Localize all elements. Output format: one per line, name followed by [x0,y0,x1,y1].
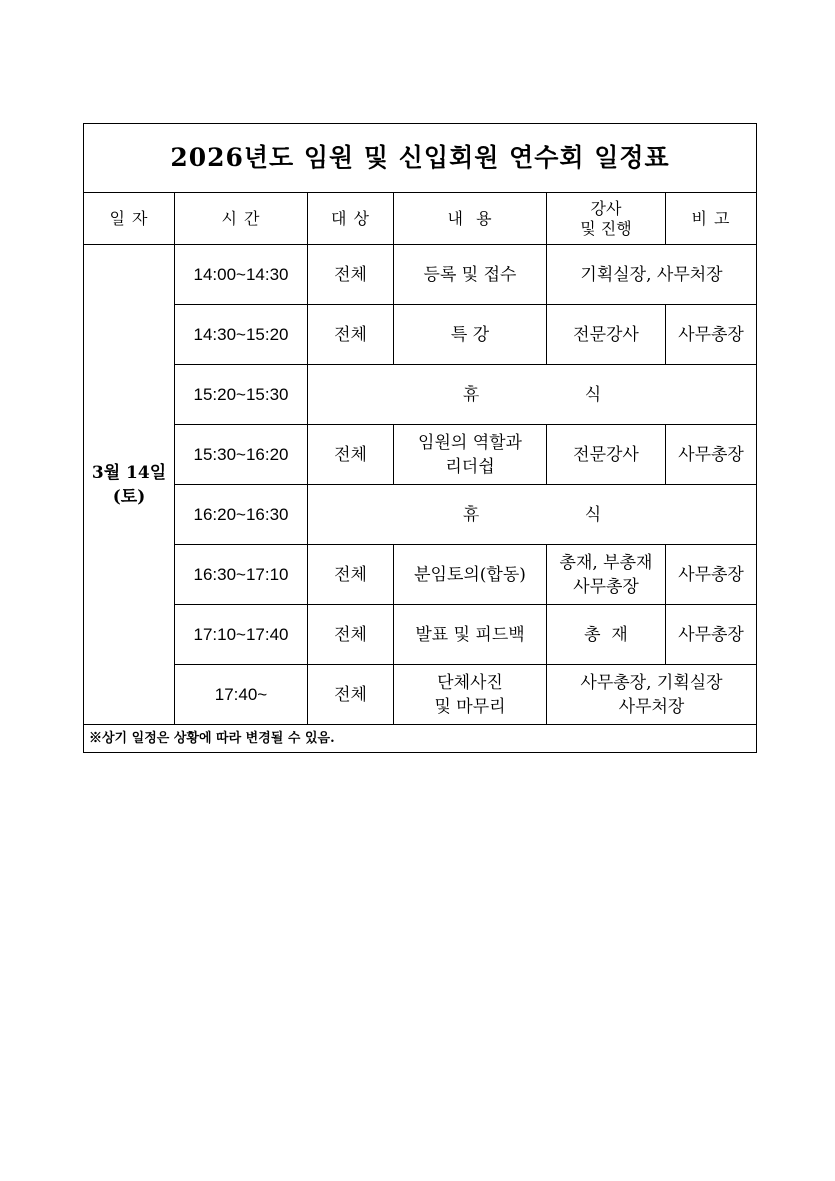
header-date: 일 자 [84,193,175,245]
target-cell: 전체 [308,245,394,305]
remarks-cell: 사무총장 [666,605,757,665]
lecturer-line2: 사무총장 [573,576,639,597]
page-title: 2026년도 임원 및 신입회원 연수회 일정표 [84,124,757,193]
target-cell: 전체 [308,545,394,605]
table-row [84,365,757,425]
lecturer-cell: 총 재 [547,605,666,665]
time-cell: 15:30~16:20 [175,425,308,485]
lecturer-remarks-cell: 기획실장, 사무처장 [547,245,757,305]
time-cell: 16:20~16:30 [175,485,308,545]
content-line2: 리더쉽 [445,456,495,477]
content-cell: 특 강 [394,305,547,365]
content-cell [394,425,547,485]
header-target: 대 상 [308,193,394,245]
table-row [84,545,757,605]
lecturer-cell: 전문강사 [547,305,666,365]
time-cell: 14:00~14:30 [175,245,308,305]
content-line1: 단체사진 [437,672,503,693]
lecturer-remarks-line1: 사무총장, 기획실장 [580,672,723,693]
time-cell: 14:30~15:20 [175,305,308,365]
remarks-cell: 사무총장 [666,545,757,605]
content-cell: 분임토의(합동) [394,545,547,605]
table-row [84,485,757,545]
break-cell: 휴 식 [308,485,757,545]
header-time: 시 간 [175,193,308,245]
target-cell: 전체 [308,665,394,725]
header-row [84,193,757,245]
lecturer-remarks-line2: 사무처장 [618,696,685,717]
schedule-table [83,123,757,753]
table-row [84,425,757,485]
content-cell: 등록 및 접수 [394,245,547,305]
time-cell: 16:30~17:10 [175,545,308,605]
target-cell: 전체 [308,605,394,665]
content-cell [394,665,547,725]
lecturer-cell: 전문강사 [547,425,666,485]
target-cell: 전체 [308,425,394,485]
table-row [84,245,757,305]
title-row [84,124,757,193]
header-content [394,193,547,245]
header-lecturer-line2: 및 진행 [580,218,632,238]
content-line2: 및 마무리 [434,696,506,717]
header-lecturer-line1: 강사 [590,198,622,218]
content-line1: 임원의 역할과 [418,432,522,453]
time-cell: 15:20~15:30 [175,365,308,425]
time-cell: 17:40~ [175,665,308,725]
header-content-label: 내 용 [447,208,493,228]
remarks-cell: 사무총장 [666,305,757,365]
date-line2: (토) [112,486,146,507]
table-row [84,305,757,365]
lecturer-remarks-cell [547,665,757,725]
table-row [84,665,757,725]
break-cell: 휴 식 [308,365,757,425]
target-cell: 전체 [308,305,394,365]
note-row [84,725,757,753]
lecturer-line1: 총재, 부총재 [559,552,653,573]
table-row [84,605,757,665]
remarks-cell: 사무총장 [666,425,757,485]
header-lecturer [547,193,666,245]
date-line1: 3월 14일 [91,462,167,483]
lecturer-cell [547,545,666,605]
date-cell [84,245,175,725]
schedule-document [83,123,756,753]
content-cell: 발표 및 피드백 [394,605,547,665]
time-cell: 17:10~17:40 [175,605,308,665]
header-remarks: 비 고 [666,193,757,245]
footnote: ※상기 일정은 상황에 따라 변경될 수 있음. [84,725,757,753]
